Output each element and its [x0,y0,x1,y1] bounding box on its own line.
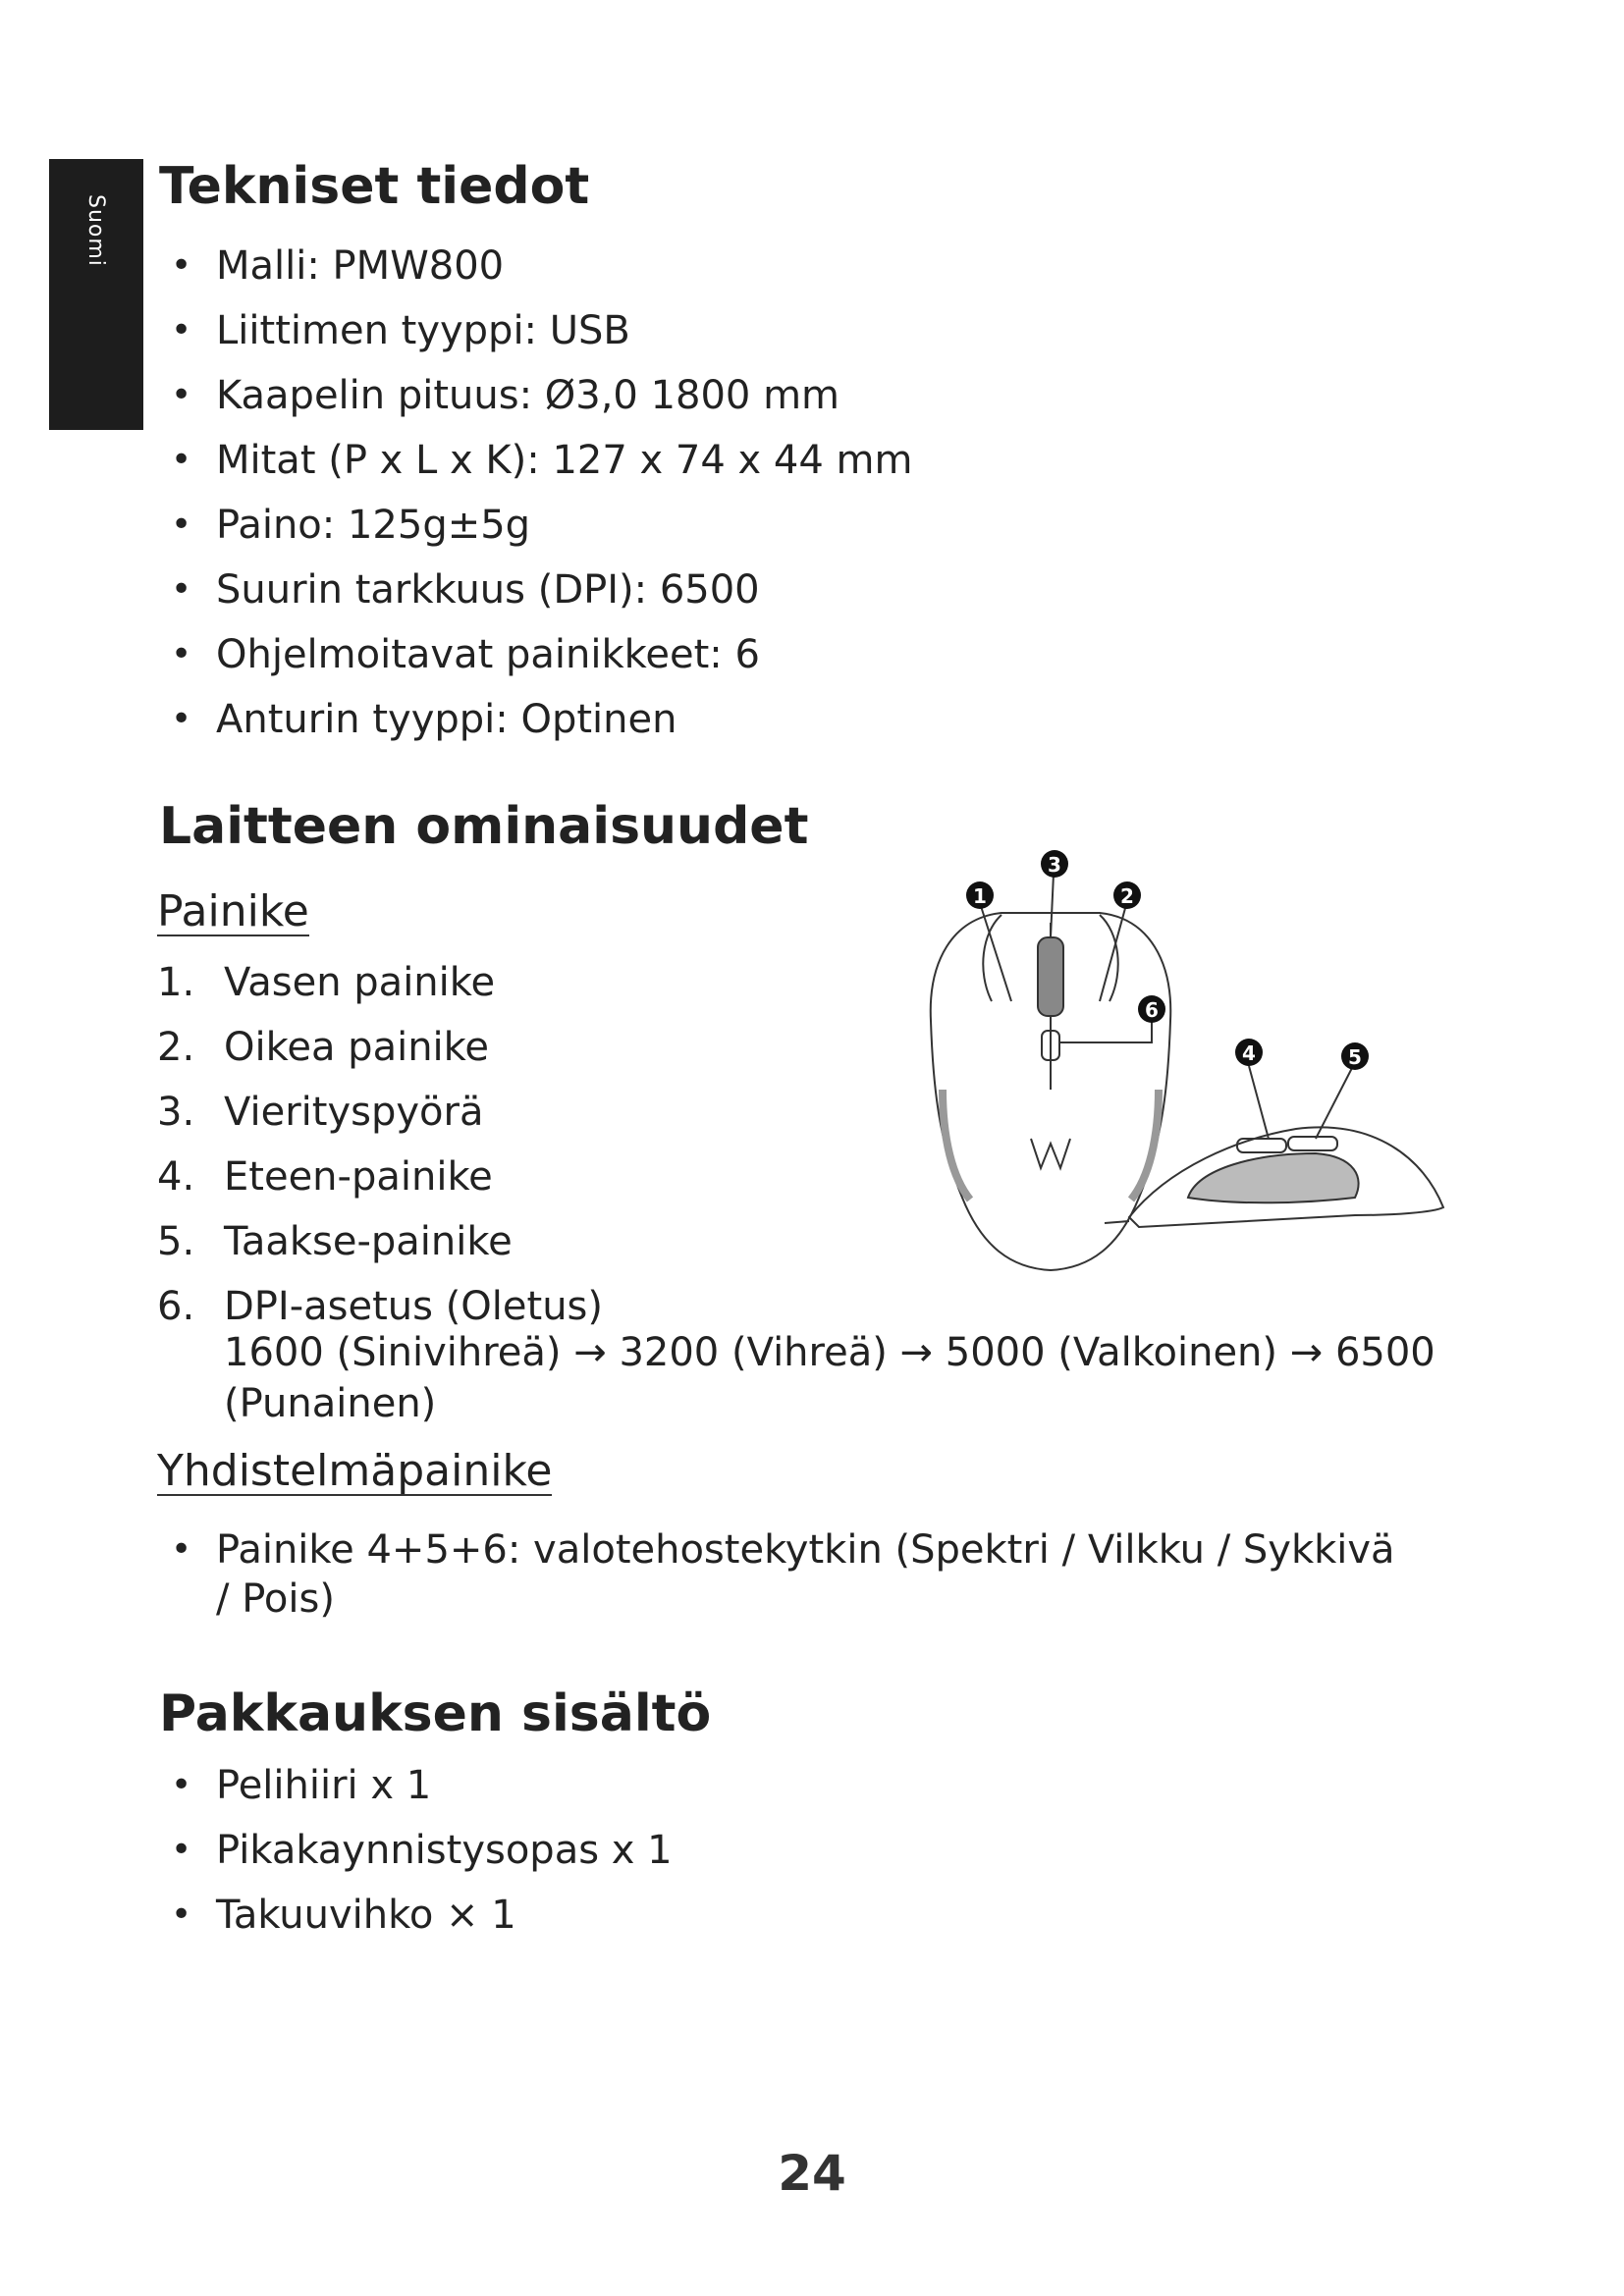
button-item-label: Vasen painike [224,960,496,1005]
mouse-forward-button [1237,1139,1286,1152]
callout-2: 2 [1120,884,1134,908]
combo-subheading: Yhdistelmäpainike [157,1446,553,1496]
page-number: 24 [778,2145,846,2202]
button-item-number: 2. [157,1025,195,1070]
callout-4: 4 [1242,1041,1256,1065]
mouse-side-view-grip [1188,1153,1359,1202]
spec-item: • Kaapelin pituus: Ø3,0 1800 mm [169,363,912,428]
language-tab-label: Suomi [83,194,108,267]
mouse-top-view-right-grip [1131,1090,1159,1200]
combo-list [169,1525,1414,1624]
button-item-number: 3. [157,1090,195,1135]
mouse-top-view-left-key [983,915,1001,1001]
specs-list [169,234,912,752]
features-heading: Laitteen ominaisuudet [159,797,809,856]
mouse-top-view-left-grip [943,1090,970,1200]
callout-3: 3 [1048,853,1061,877]
button-item-number: 5. [157,1219,195,1264]
buttons-list [157,950,603,1339]
button-item-number: 4. [157,1154,195,1200]
button-item-label: Eteen-painike [224,1154,493,1200]
callout-6: 6 [1145,998,1159,1022]
button-item [157,1145,603,1209]
mouse-scroll-wheel [1038,937,1063,1016]
package-item: • Pelihiiri x 1 [169,1753,673,1818]
button-item-label: Vierityspyörä [224,1090,484,1135]
button-item [157,1015,603,1080]
button-item [157,1209,603,1274]
dpi-sequence: 1600 (Sinivihreä) → 3200 (Vihreä) → 5000 (Valkoinen) → 6500 (Punainen) [224,1330,1435,1426]
spec-item: • Mitat (P x L x K): 127 x 74 x 44 mm [169,428,912,493]
package-list [169,1753,673,1948]
package-item: • Pikakaynnistysopas x 1 [169,1818,673,1883]
button-item-label: Oikea painike [224,1025,489,1070]
button-item-number: 6. [157,1284,195,1329]
callout-5: 5 [1348,1045,1362,1069]
combo-item: • Painike 4+5+6: valotehostekytkin (Spektri / Vilkku / Sykkivä / Pois) [169,1525,1414,1624]
spec-item: • Anturin tyyppi: Optinen [169,687,912,752]
buttons-subheading: Painike [157,886,309,936]
mouse-logo [1031,1139,1070,1168]
spec-item: • Paino: 125g±5g [169,493,912,558]
button-item [157,950,603,1015]
button-item-number: 1. [157,960,195,1005]
language-tab [49,159,143,430]
button-item-label: DPI-asetus (Oletus) [224,1284,603,1329]
specs-heading: Tekniset tiedot [159,157,590,216]
spec-item: • Suurin tarkkuus (DPI): 6500 [169,558,912,622]
callout-line-3 [1051,874,1054,937]
mouse-illustration [844,844,1492,1296]
callout-1: 1 [973,884,987,908]
package-item: • Takuuvihko × 1 [169,1883,673,1948]
spec-item: • Malli: PMW800 [169,234,912,298]
mouse-back-button [1288,1137,1337,1150]
callouts [966,850,1369,1070]
callout-line-4 [1249,1066,1269,1139]
button-item [157,1080,603,1145]
callout-line-6 [1059,1007,1152,1042]
spec-item: • Ohjelmoitavat painikkeet: 6 [169,622,912,687]
spec-item: • Liittimen tyyppi: USB [169,298,912,363]
button-item-label: Taakse-painike [224,1219,513,1264]
package-heading: Pakkauksen sisältö [159,1684,712,1743]
